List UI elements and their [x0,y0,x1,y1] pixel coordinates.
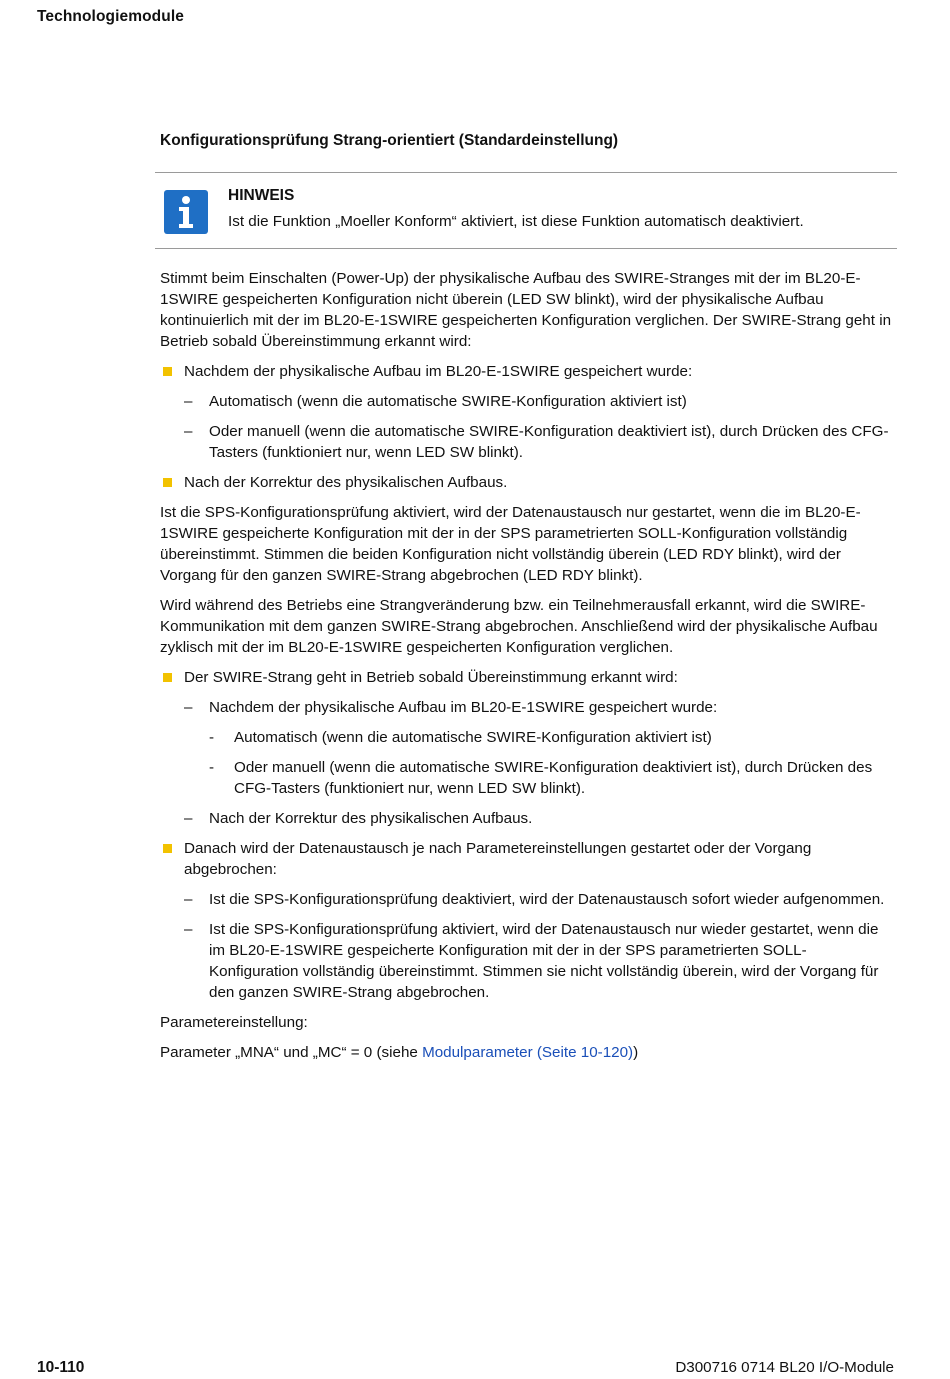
list-item-text: Danach wird der Datenaustausch je nach Parametereinstellungen gestartet oder der Vorgang abgebrochen: [184,840,812,878]
note-text: Ist die Funktion „Moeller Konform“ aktiviert, ist diese Funktion automatisch deaktiviert. [228,213,804,230]
bullet-list-power-up [160,361,895,493]
list-item [160,391,895,412]
parameter-text-end: ) [633,1044,639,1061]
square-bullet-icon [163,673,172,682]
list-item [160,727,895,748]
list-item-text: Oder manuell (wenn die automatische SWIRE-Konfiguration deaktiviert ist), durch Drücken des CFG-Tasters (funktioniert nur, wenn LED SW blinkt). [234,759,873,797]
list-item [160,472,895,493]
square-bullet-icon [163,844,172,853]
running-header-title: Technologiemodule [37,8,184,25]
document-info: D300716 0714 BL20 I/O-Module [675,1359,894,1376]
list-item-text: Nach der Korrektur des physikalischen Aufbaus. [184,474,508,491]
hyphen-icon: - [209,729,215,746]
page-number: 10-110 [37,1359,85,1376]
dash-icon: – [184,810,193,827]
note-box [155,172,897,249]
square-bullet-icon [163,367,172,376]
section-heading: Konfigurationsprüfung Strang-orientiert (Standardeinstellung) [160,132,619,149]
parameter-label: Parametereinstellung: [160,1014,308,1031]
dash-list [184,391,895,463]
modulparameter-link[interactable]: Modulparameter (Seite 10-120) [422,1044,634,1061]
list-item [160,667,895,829]
parameter-text: Parameter „MNA“ und „MC“ = 0 (siehe [160,1044,423,1061]
list-item [160,808,895,829]
bullet-list-runtime [160,667,895,1003]
dash-icon: – [184,393,193,410]
dash-icon: – [184,921,193,938]
paragraph-sps-check: Ist die SPS-Konfigurationsprüfung aktiviert, wird der Datenaustausch nur gestartet, wenn die im BL20-E-1SWIRE gespeicherte Konfiguration mit der in der SPS parametrierten SOLL-Konfiguration vollständig übereinstimmt. Stimmen die beiden Konfiguration nicht vollständig überein (LED RDY blinkt), wird der Vorgang für den ganzen SWIRE-Strang abgebrochen (LED RDY blinkt). [160,504,861,584]
parameter-line [160,1042,895,1063]
page-content [160,130,895,1072]
list-item-text: Nachdem der physikalische Aufbau im BL20-E-1SWIRE gespeichert wurde: [184,363,693,380]
dash-icon: – [184,699,193,716]
paragraph-power-up: Stimmt beim Einschalten (Power-Up) der physikalische Aufbau des SWIRE-Stranges mit der im BL20-E-1SWIRE gespeicherten Konfiguration nicht überein (LED SW blinkt), wird der physikalische Aufbau kontinuierlich mit der im BL20-E-1SWIRE gespeicherten Konfiguration verglichen. Der SWIRE-Strang geht in Betrieb sobald Übereinstimmung erkannt wird: [160,270,892,350]
list-item-text: Ist die SPS-Konfigurationsprüfung deaktiviert, wird der Datenaustausch sofort wieder aufgenommen. [209,891,885,908]
list-item [160,361,895,463]
list-item [160,421,895,463]
list-item-text: Ist die SPS-Konfigurationsprüfung aktiviert, wird der Datenaustausch nur wieder gestartet, wenn die im BL20-E-1SWIRE gespeicherte Konfiguration mit der in der SPS parametrierten SOLL-Konfiguration vollständig übereinstimmt. Stimmen sie nicht vollständig überein, wird der Vorgang für den ganzen SWIRE-Strang abgebrochen. [209,921,879,1001]
list-item [160,838,895,1003]
dash-icon: – [184,423,193,440]
note-title: HINWEIS [228,187,295,204]
list-item-text: Nachdem der physikalische Aufbau im BL20-E-1SWIRE gespeichert wurde: [209,699,718,716]
square-bullet-icon [163,478,172,487]
list-item-text: Nach der Korrektur des physikalischen Aufbaus. [209,810,533,827]
list-item-text: Der SWIRE-Strang geht in Betrieb sobald Übereinstimmung erkannt wird: [184,669,678,686]
list-item-text: Automatisch (wenn die automatische SWIRE-Konfiguration aktiviert ist) [234,729,712,746]
list-item [160,919,895,1003]
list-item-text: Automatisch (wenn die automatische SWIRE-Konfiguration aktiviert ist) [209,393,687,410]
info-icon [164,190,208,234]
dash-icon: – [184,891,193,908]
paragraph-runtime: Wird während des Betriebs eine Strangveränderung bzw. ein Teilnehmerausfall erkannt, wird die SWIRE-Kommunikation mit dem ganzen SWIRE-Strang abgebrochen. Anschließend wird der physikalische Aufbau zyklisch mit der im BL20-E-1SWIRE gespeicherten Konfiguration verglichen. [160,597,878,656]
hyphen-icon: - [209,759,215,776]
dash-list [184,889,895,1003]
list-item [160,889,895,910]
list-item [160,697,895,799]
list-item [160,757,895,799]
hyphen-list [209,727,895,799]
dash-list [184,697,895,829]
list-item-text: Oder manuell (wenn die automatische SWIRE-Konfiguration deaktiviert ist), durch Drücken des CFG-Tasters (funktioniert nur, wenn LED SW blinkt). [209,423,889,461]
